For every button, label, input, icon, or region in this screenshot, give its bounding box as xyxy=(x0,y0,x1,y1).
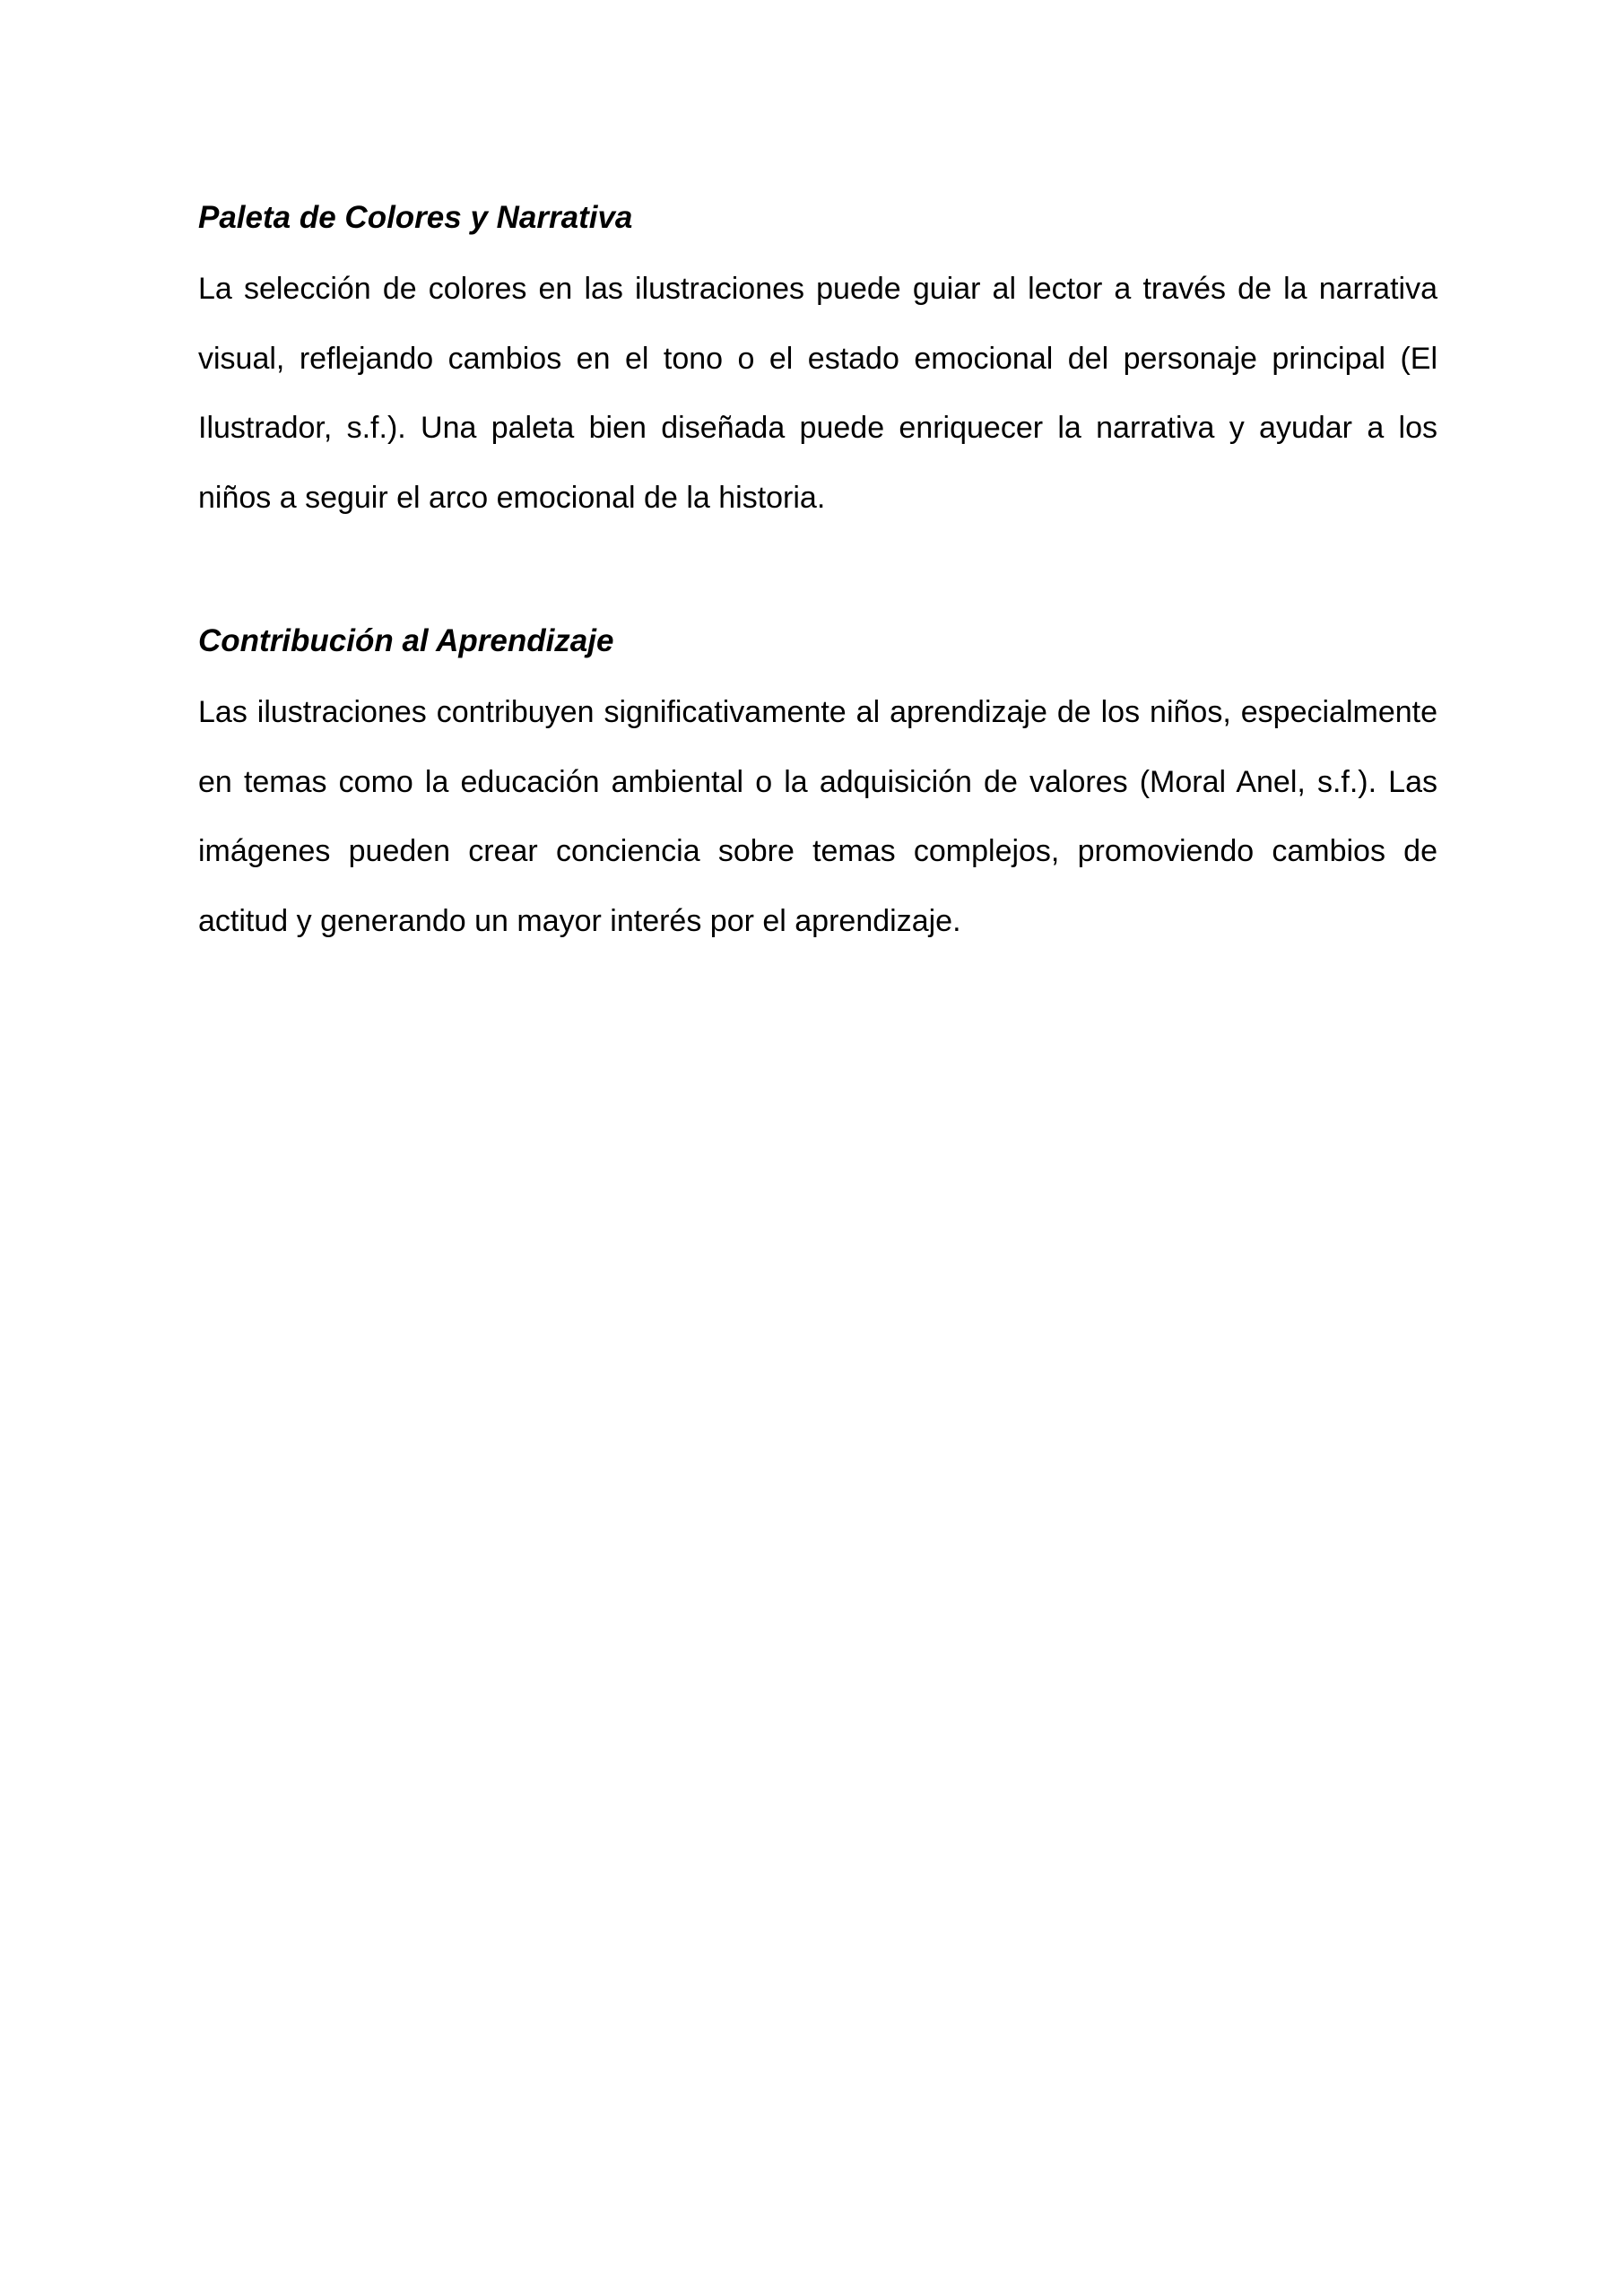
section-paragraph: La selección de colores en las ilustraciones puede guiar al lector a través de la narrativa visual, reflejando cambios en el tono o el estado emocional del personaje principal (El Ilustrador, s.f.). Una paleta bien diseñada puede enriquecer la narrativa y ayudar a los niños a seguir el arco emocional de la historia. xyxy=(198,272,1437,515)
section-heading: Contribución al Aprendizaje xyxy=(198,623,614,658)
section-heading: Paleta de Colores y Narrativa xyxy=(198,200,633,235)
section-paragraph: Las ilustraciones contribuyen significativamente al aprendizaje de los niños, especialmente en temas como la educación ambiental o la adquisición de valores (Moral Anel, s.f.). Las imágenes pueden crear conciencia sobre temas complejos, promoviendo cambios de actitud y generando un mayor interés por el aprendizaje. xyxy=(198,695,1437,938)
page-content xyxy=(198,187,1437,956)
section-learning-contribution xyxy=(198,610,1437,956)
section-color-palette xyxy=(198,187,1437,533)
